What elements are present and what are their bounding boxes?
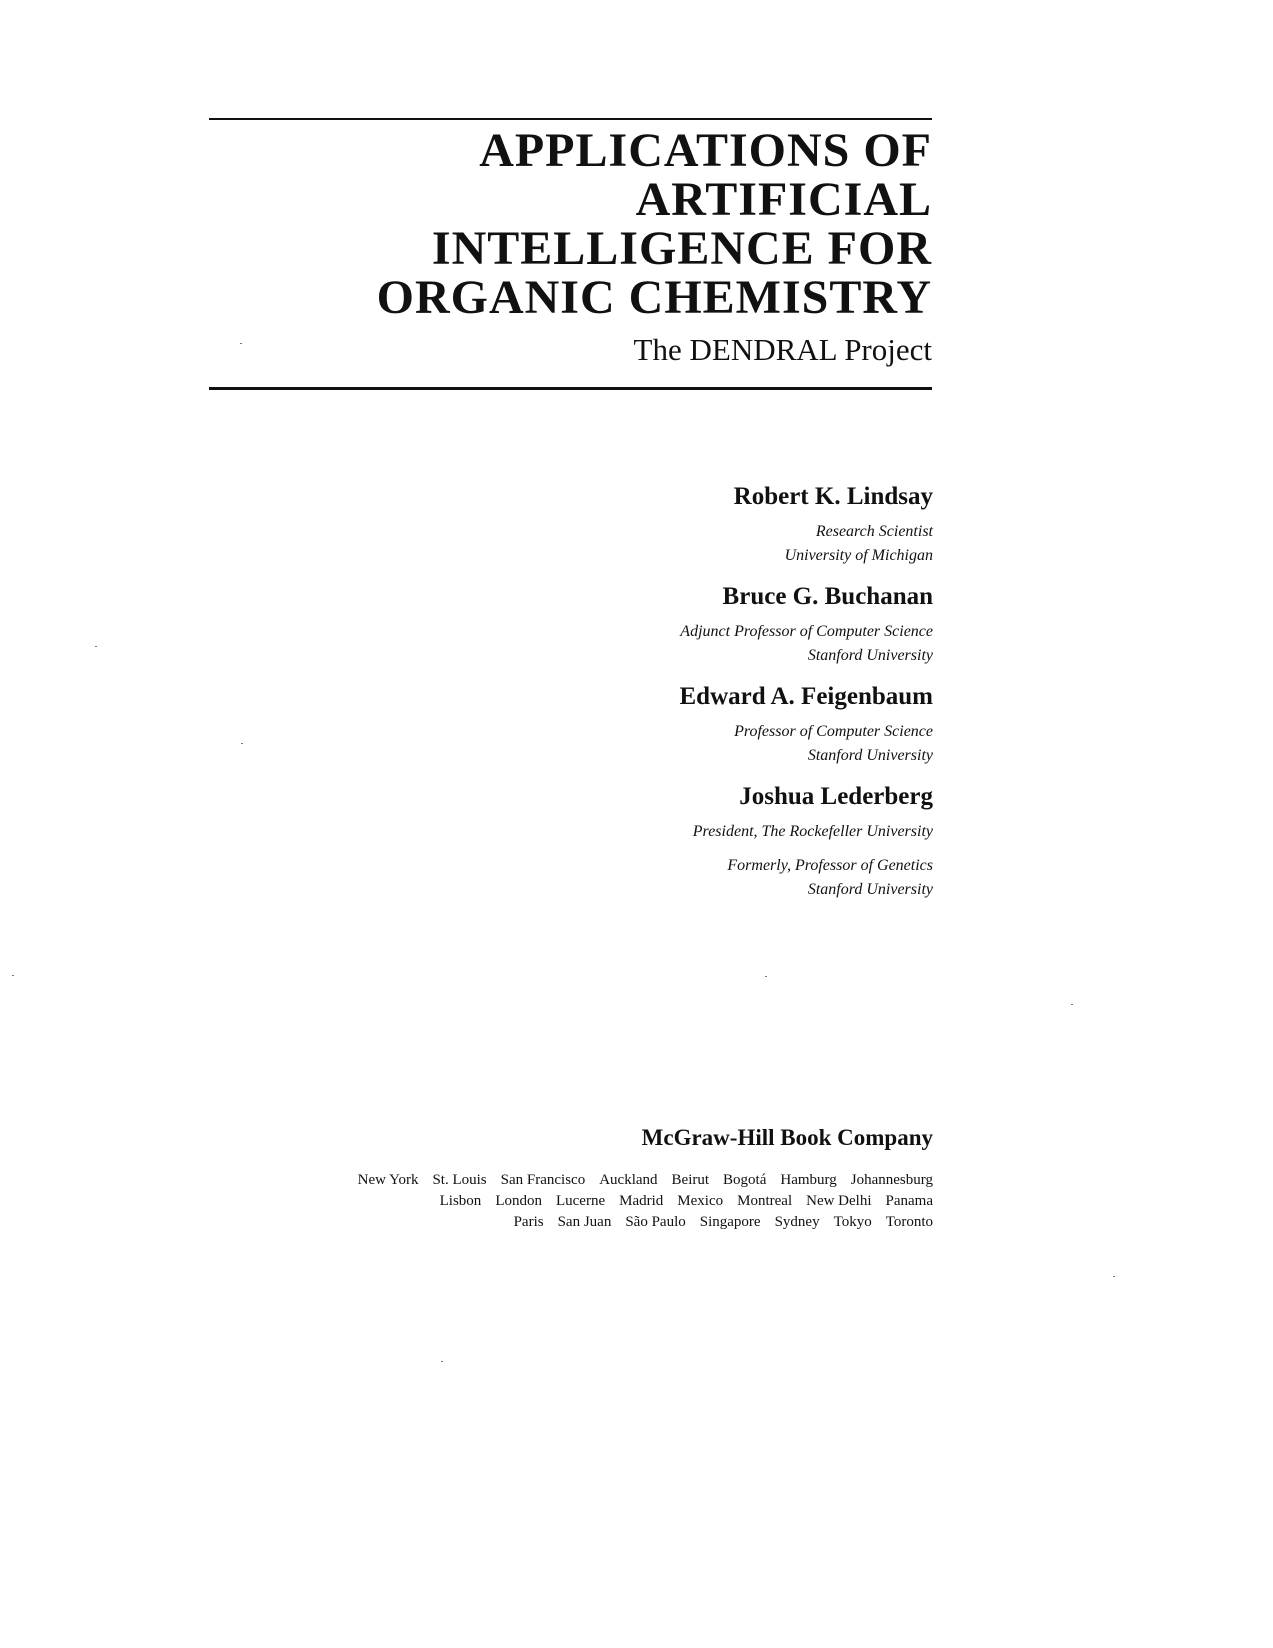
affiliation-line: Adjunct Professor of Computer Science [680,623,933,640]
author-entry [679,482,933,568]
author-entry [679,582,933,668]
scan-speck [241,743,243,744]
title-line: ORGANIC CHEMISTRY [376,271,932,324]
city-row [344,1191,933,1212]
city: Tokyo [833,1214,872,1230]
scan-speck [12,975,14,976]
city: Lisbon [439,1193,482,1209]
city: Mexico [677,1193,724,1209]
top-rule [209,118,932,120]
city-row [344,1170,933,1191]
city: San Francisco [500,1172,586,1188]
affiliation-line: Stanford University [807,881,933,898]
author-entry [679,782,933,902]
author-affiliation [679,820,933,844]
city: St. Louis [432,1172,487,1188]
city: Paris [513,1214,544,1230]
author-affiliation [679,720,933,768]
city: Johannesburg [850,1172,933,1188]
affiliation-line: Stanford University [807,647,933,664]
author-entry [679,682,933,768]
city: Madrid [619,1193,664,1209]
author-former-affiliation [679,854,933,902]
city: Auckland [599,1172,658,1188]
author-affiliation [679,520,933,568]
subtitle: The DENDRAL Project [633,332,932,367]
affiliation-line: Professor of Computer Science [734,723,933,740]
scan-speck [1071,1004,1073,1005]
author-name: Edward A. Feigenbaum [679,683,933,710]
city: Bogotá [723,1172,767,1188]
scan-speck [441,1361,443,1362]
author-name: Joshua Lederberg [739,783,933,810]
scan-speck [240,343,242,344]
publisher-cities [344,1170,933,1233]
city: New York [357,1172,419,1188]
author-name: Robert K. Lindsay [733,483,933,510]
affiliation-line: Research Scientist [815,523,933,540]
city: Singapore [699,1214,761,1230]
city: Sydney [774,1214,820,1230]
affiliation-line: University of Michigan [784,547,933,564]
city: Hamburg [780,1172,837,1188]
city: Montreal [737,1193,793,1209]
title-line: ARTIFICIAL [635,173,932,226]
bottom-rule [209,387,932,390]
author-list [679,482,933,916]
affiliation-line: Formerly, Professor of Genetics [727,857,933,874]
city: San Juan [557,1214,612,1230]
title-line: APPLICATIONS OF [479,124,932,177]
author-affiliation [679,620,933,668]
city: Beirut [671,1172,710,1188]
city: Toronto [885,1214,933,1230]
scan-speck [1113,1276,1115,1277]
author-name: Bruce G. Buchanan [722,583,933,610]
affiliation-line: President, The Rockefeller University [692,823,933,840]
city: London [495,1193,542,1209]
city: New Delhi [806,1193,872,1209]
scan-speck [765,976,767,977]
scan-speck [95,646,97,647]
city: Panama [885,1193,933,1209]
city: Lucerne [555,1193,606,1209]
affiliation-line: Stanford University [807,747,933,764]
city-row [344,1212,933,1233]
title-line: INTELLIGENCE FOR [431,222,932,275]
publisher-name: McGraw-Hill Book Company [641,1125,933,1150]
city: São Paulo [625,1214,686,1230]
title-block [377,126,932,368]
